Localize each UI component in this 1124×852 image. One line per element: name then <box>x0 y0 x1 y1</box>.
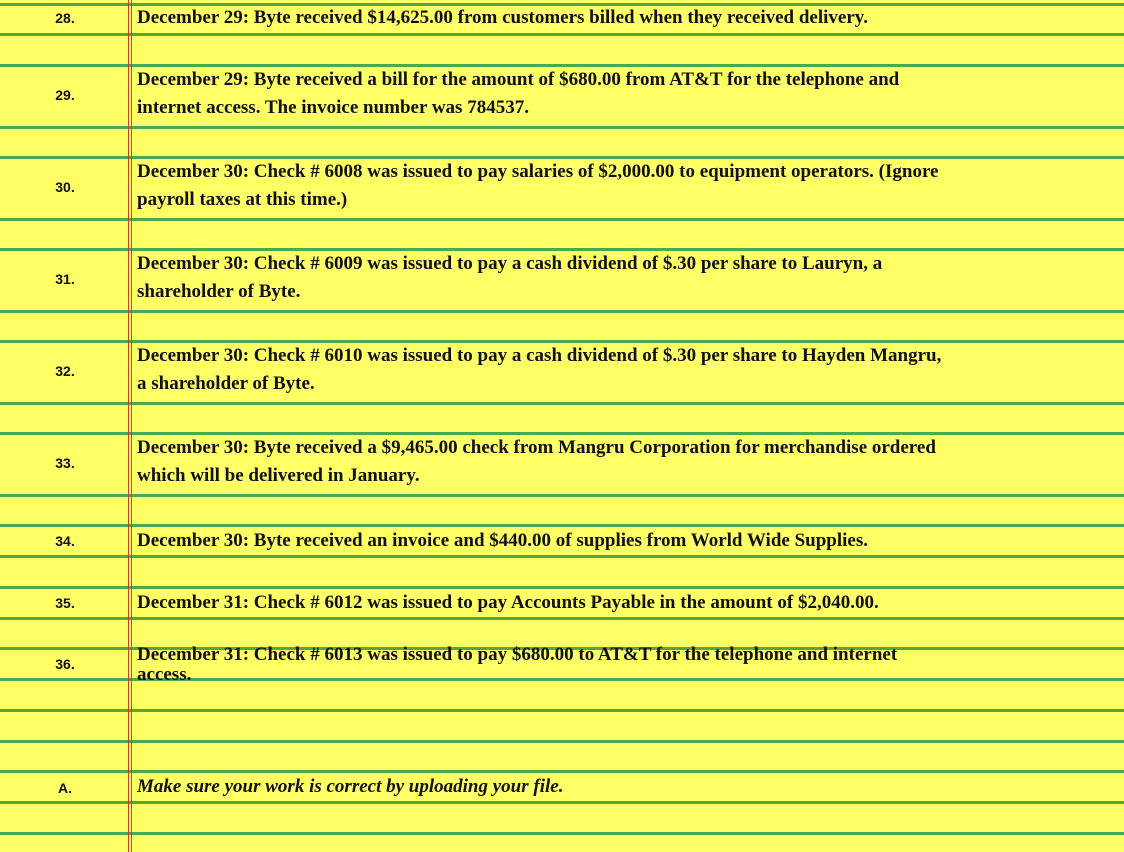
item-text: December 30: Check # 6009 was issued to pay a cash dividend of $.30 per share to Lauryn, a <box>137 253 883 274</box>
item-number: 31. <box>55 271 75 287</box>
item-number: 36. <box>55 656 75 672</box>
item-text: December 30: Byte received a $9,465.00 check from Mangru Corporation for merchandise ordered <box>137 437 936 458</box>
item-text: December 29: Byte received a bill for the amount of $680.00 from AT&T for the telephone and <box>137 69 900 90</box>
item-number: 28. <box>55 10 75 26</box>
item-text: December 30: Byte received an invoice and $440.00 of supplies from World Wide Supplies. <box>137 530 868 551</box>
rule-line <box>0 740 1124 743</box>
item-text: December 30: Check # 6010 was issued to pay a cash dividend of $.30 per share to Hayden Mangru, <box>137 345 942 366</box>
item-number: 35. <box>55 595 75 611</box>
item-text: shareholder of Byte. <box>137 281 301 302</box>
item-text: December 29: Byte received $14,625.00 from customers billed when they received delivery. <box>137 7 868 28</box>
item-text: a shareholder of Byte. <box>137 373 315 394</box>
rule-line <box>0 801 1124 804</box>
margin-line <box>128 0 129 852</box>
item-text-clipped: access. <box>137 664 192 685</box>
item-number: 34. <box>55 533 75 549</box>
instruction-text: Make sure your work is correct by uploading your file. <box>137 776 564 797</box>
margin-line <box>131 0 132 852</box>
item-text: internet access. The invoice number was 784537. <box>137 97 529 118</box>
item-text: December 31: Check # 6012 was issued to pay Accounts Payable in the amount of $2,040.00. <box>137 592 879 613</box>
rule-line <box>0 617 1124 620</box>
item-text: payroll taxes at this time.) <box>137 189 348 210</box>
rule-line <box>0 33 1124 36</box>
rule-line <box>0 402 1124 405</box>
rule-line <box>0 555 1124 558</box>
item-text: which will be delivered in January. <box>137 465 420 486</box>
item-number: 30. <box>55 179 75 195</box>
item-number: 32. <box>55 363 75 379</box>
rule-line <box>0 832 1124 835</box>
item-number: 29. <box>55 87 75 103</box>
item-number: A. <box>58 780 72 796</box>
rule-line <box>0 126 1124 129</box>
rule-line <box>0 310 1124 313</box>
rule-line <box>0 709 1124 712</box>
rule-line <box>0 218 1124 221</box>
item-text: December 30: Check # 6008 was issued to pay salaries of $2,000.00 to equipment operators. (Ignore <box>137 161 939 182</box>
item-number: 33. <box>55 455 75 471</box>
rule-line <box>0 494 1124 497</box>
item-text-clipped: December 31: Check # 6013 was issued to pay $680.00 to AT&T for the telephone and internet <box>137 644 898 665</box>
